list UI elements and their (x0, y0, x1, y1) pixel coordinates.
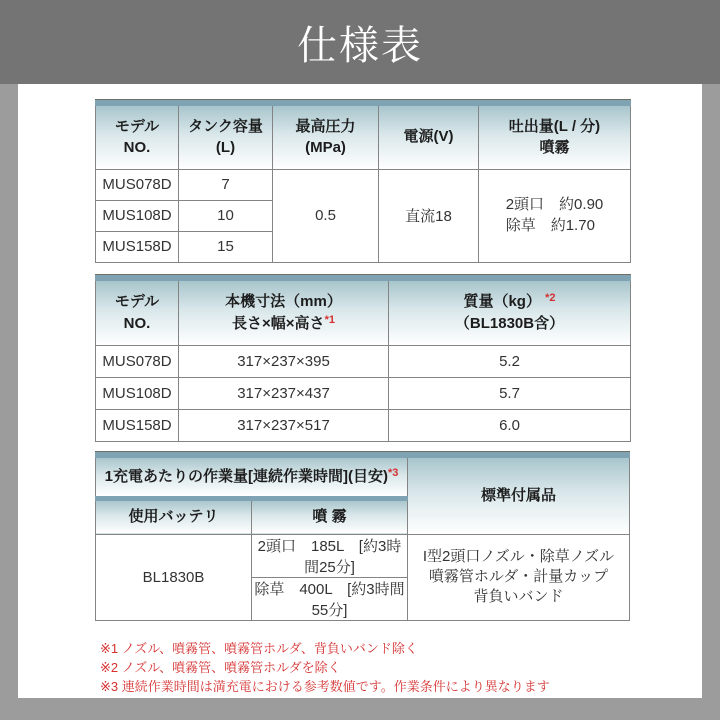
header-dims-text: 長さ×幅×高さ (232, 314, 325, 332)
dims-cell: 317×237×517 (179, 410, 389, 442)
model-cell: MUS078D (96, 169, 179, 200)
accessories-line3: 背負いバンド (473, 588, 564, 606)
footnote-ref-2: *2 (545, 292, 556, 304)
header-accessories: 標準付属品 (408, 455, 630, 534)
spray-cell: 2頭口 185L [約3時間25分] (252, 534, 408, 577)
tank-cell: 7 (179, 169, 273, 200)
header-discharge (479, 103, 631, 169)
header-weight-line1 (389, 291, 630, 313)
discharge-line2: 除草 約1.70 (505, 216, 595, 234)
header-tank-line2: (L) (215, 139, 236, 157)
header-dims-line2 (179, 313, 388, 335)
spray-cell: 除草 400L [約3時間55分] (252, 577, 408, 620)
battery-cell: BL1830B (96, 534, 252, 620)
table-row (96, 410, 631, 442)
model-cell: MUS108D (96, 200, 179, 231)
weight-cell: 5.2 (389, 346, 631, 378)
footnote-1: ※1 ノズル、噴霧管、噴霧管ホルダ、背負いバンド除く (100, 640, 418, 656)
accessories-line2: 噴霧管ホルダ・計量カップ (428, 567, 609, 585)
header-tank-line1: タンク容量 (188, 117, 263, 135)
table-header-row (96, 278, 631, 346)
table-row (96, 346, 631, 378)
discharge-line1: 2頭口 約0.90 (505, 196, 604, 214)
header-discharge-line2: 噴霧 (539, 139, 570, 157)
footnote-ref-1: *1 (324, 313, 335, 326)
tank-cell: 15 (179, 231, 273, 262)
discharge-cell (479, 169, 631, 262)
header-model (96, 278, 179, 346)
header-battery: 使用バッテリ (96, 498, 252, 534)
footnotes (100, 639, 702, 696)
pressure-cell: 0.5 (273, 169, 379, 262)
header-work-amount (96, 455, 408, 498)
header-tank-capacity (179, 103, 273, 169)
table-row (96, 534, 630, 577)
dims-cell: 317×237×395 (179, 346, 389, 378)
model-cell: MUS158D (96, 231, 179, 262)
header-work-text: 1充電あたりの作業量[連続作業時間](目安) (104, 467, 388, 485)
header-weight-line2: （BL1830B含） (454, 314, 565, 332)
spec-card (18, 84, 702, 698)
weight-cell: 5.7 (389, 378, 631, 410)
header-pressure-line2: (MPa) (305, 139, 346, 157)
header-power: 電源(V) (379, 103, 479, 169)
header-model-line1: モデル (114, 117, 160, 135)
model-cell: MUS158D (96, 410, 179, 442)
table-header-row (96, 103, 631, 169)
table-row (96, 169, 631, 200)
header-weight (389, 278, 631, 346)
accessories-line1: I型2頭口ノズル・除草ノズル (422, 547, 615, 565)
page-title: 仕様表 (297, 23, 423, 68)
header-discharge-line1: 吐出量(L / 分) (508, 117, 601, 135)
header-model-line2: NO. (123, 139, 151, 157)
header-weight-text: 質量（kg） (463, 293, 541, 310)
model-cell: MUS108D (96, 378, 179, 410)
footnote-3: ※3 連続作業時間は満充電における参考数値です。作業条件により異なります (100, 678, 550, 694)
spec-table-main (95, 100, 631, 263)
table-header-row (96, 455, 630, 498)
weight-cell: 6.0 (389, 410, 631, 442)
footnote-ref-3: *3 (387, 466, 399, 479)
spec-table-workload (95, 452, 630, 621)
header-dimensions (179, 278, 389, 346)
header-pressure-line1: 最高圧力 (295, 117, 356, 135)
table-row (96, 378, 631, 410)
page-banner (0, 0, 720, 84)
footnote-2: ※2 ノズル、噴霧管、噴霧管ホルダを除く (100, 659, 341, 675)
spec-table-dimensions (95, 275, 631, 443)
accessories-cell (408, 534, 630, 620)
model-cell: MUS078D (96, 346, 179, 378)
power-cell: 直流18 (379, 169, 479, 262)
header-spray: 噴 霧 (252, 498, 408, 534)
tank-cell: 10 (179, 200, 273, 231)
header-model-line2: NO. (123, 314, 151, 332)
header-max-pressure (273, 103, 379, 169)
dims-cell: 317×237×437 (179, 378, 389, 410)
header-dims-line1: 本機寸法（mm） (225, 293, 342, 310)
header-model-line1: モデル (114, 293, 160, 310)
header-model (96, 103, 179, 169)
